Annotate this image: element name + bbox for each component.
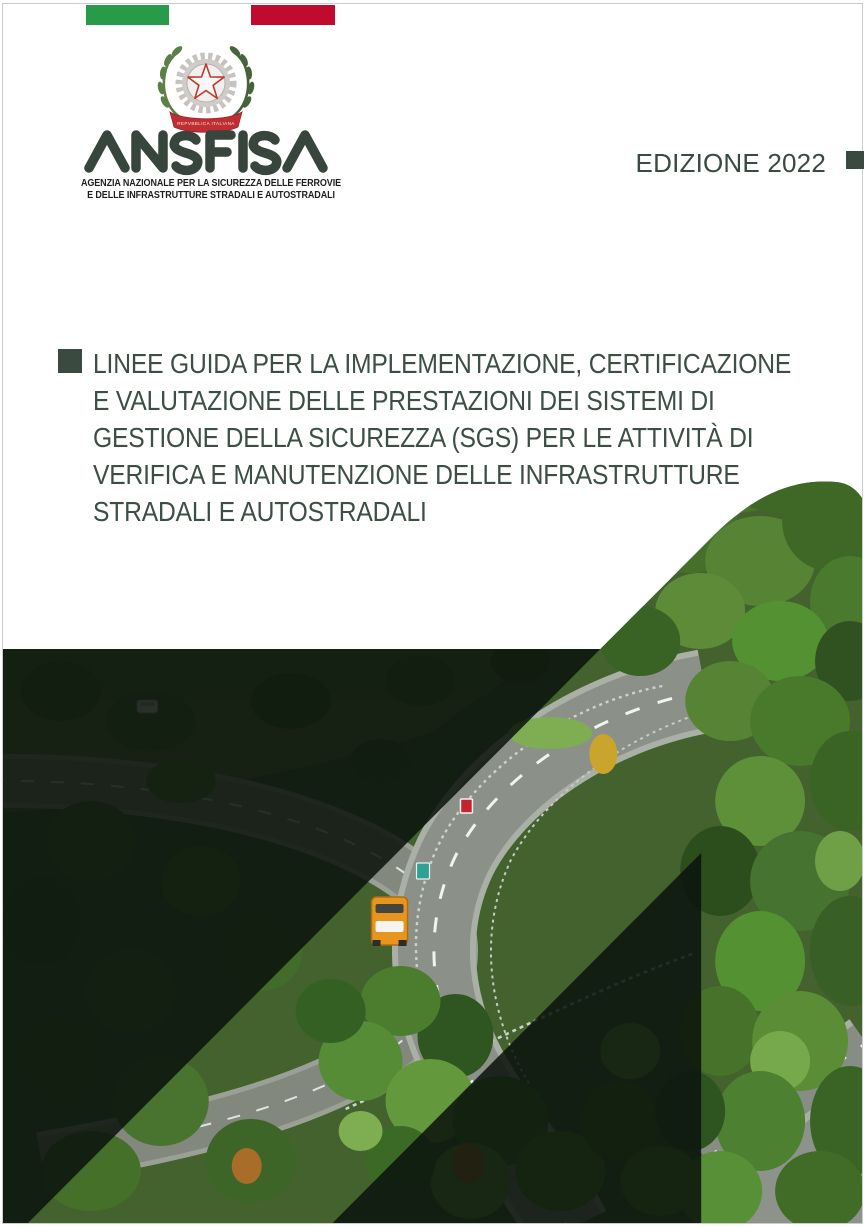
logo-letter-s1 — [174, 136, 197, 171]
logo-letter-a1 — [89, 135, 125, 168]
logo-letter-a2 — [287, 135, 323, 168]
logo-letter-n — [136, 135, 163, 168]
flag-green-bar — [86, 5, 169, 25]
logo-text — [3, 4, 4, 5]
ansfisa-logo — [81, 126, 337, 180]
title-accent-square — [58, 349, 82, 373]
logo-letter-s2 — [253, 136, 276, 171]
edition-accent-square — [846, 151, 864, 169]
edition-label: EDIZIONE 2022 — [635, 148, 826, 178]
cover-photo-highway-forest — [3, 471, 862, 1224]
flag-red-bar — [251, 5, 335, 25]
agency-subtitle-line1: AGENZIA NAZIONALE PER LA SICUREZZA DELLE FERROVIE — [80, 178, 342, 189]
italian-republic-emblem-icon — [154, 41, 266, 133]
photo-red-road-sign — [460, 799, 472, 813]
emblem-ribbon-text: REPVBBLICA ITALIANA — [177, 121, 235, 126]
photo-maintenance-truck — [372, 897, 408, 946]
agency-subtitle — [61, 178, 361, 201]
cover-title: LINEE GUIDA PER LA IMPLEMENTAZIONE, CERTIFICAZIONE E VALUTAZIONE DELLE PRESTAZIONI DEI SISTEMI DI GESTIONE DELLA SICUREZZA (SGS) PER LE ATTIVITÀ DI VERIFICA E MANUTENZIONE DELLE INFRASTRUTTURE STRADALI E AUTOSTRADALI — [93, 348, 792, 527]
logo-letter-f — [210, 135, 231, 168]
photo-chevron-sign — [417, 863, 430, 879]
agency-subtitle-line2: E DELLE INFRASTRUTTURE STRADALI E AUTOSTRADALI — [87, 189, 335, 201]
page-frame — [2, 3, 863, 1224]
